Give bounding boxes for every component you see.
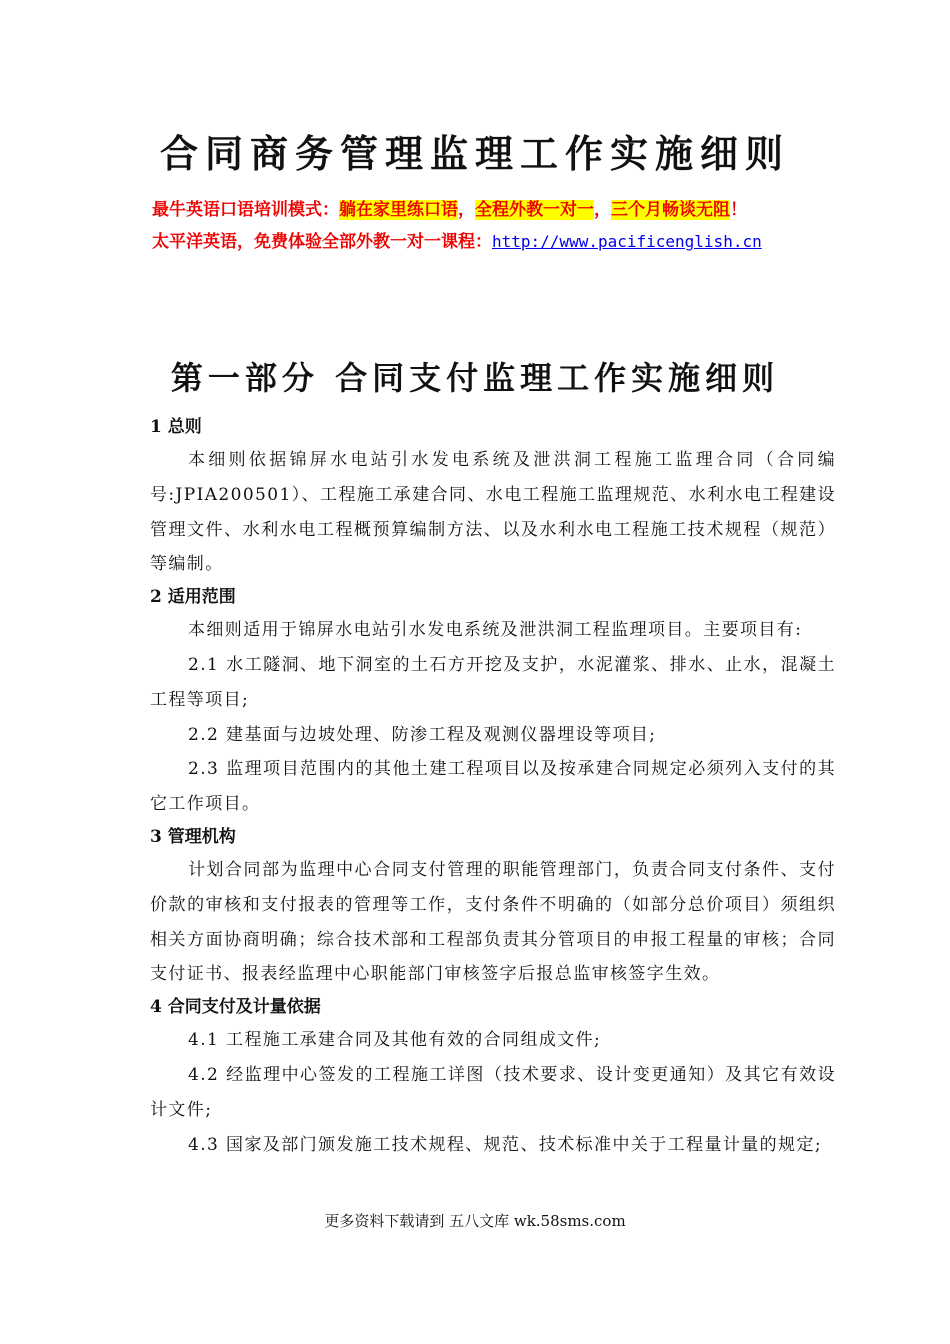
paragraph: 4.1 工程施工承建合同及其他有效的合同组成文件; — [188, 1030, 602, 1051]
paragraph: 2.2 建基面与边坡处理、防渗工程及观测仪器埋设等项目; — [188, 724, 657, 745]
promo-highlight-3: 三个月畅谈无阻 — [611, 200, 730, 220]
heading-general: 1 总则 — [150, 417, 202, 437]
document-body — [150, 412, 836, 1162]
paragraph: 4.3 国家及部门颁发施工技术规程、规范、技术标准中关于工程量计量的规定; — [188, 1134, 822, 1155]
promo-prefix: 最牛英语口语培训模式： — [152, 200, 339, 220]
page-footer: 更多资料下载请到 五八文库 wk.58sms.com — [324, 1212, 626, 1230]
promo-link[interactable]: http://www.pacificenglish.cn — [492, 232, 762, 251]
heading-payment-basis: 4 合同支付及计量依据 — [150, 997, 321, 1018]
paragraph: 本细则适用于锦屏水电站引水发电系统及泄洪洞工程监理项目。主要项目有: — [188, 620, 803, 641]
promo-line-1 — [152, 197, 747, 223]
heading-scope: 2 适用范围 — [150, 587, 236, 608]
promo-end: ！ — [730, 200, 747, 220]
promo-separator-2: ， — [594, 200, 611, 220]
paragraph: 4.2 经监理中心签发的工程施工详图（技术要求、设计变更通知）及其它有效设计文件; — [150, 1064, 836, 1120]
paragraph: 本细则依据锦屏水电站引水发电系统及泄洪洞工程施工监理合同（合同编号:JPIA200501）、工程施工承建合同、水电工程施工监理规范、水利水电工程建设管理文件、水利水电工程概预算编制方法、以及水利水电工程施工技术规程（规范）等编制。 — [150, 450, 836, 575]
paragraph: 计划合同部为监理中心合同支付管理的职能管理部门，负责合同支付条件、支付价款的审核和支付报表的管理等工作，支付条件不明确的（如部分总价项目）须组织相关方面协商明确；综合技术部和工程部负责其分管项目的申报工程量的审核；合同支付证书、报表经监理中心职能部门审核签字后报总监审核签字生效。 — [150, 859, 836, 985]
promo-separator: ， — [458, 200, 475, 220]
paragraph: 2.3 监理项目范围内的其他土建工程项目以及按承建合同规定必须列入支付的其它工作项目。 — [150, 759, 836, 815]
heading-organization: 3 管理机构 — [150, 826, 236, 847]
promo-line-2 — [152, 229, 762, 255]
section-title: 第一部分 合同支付监理工作实施细则 — [170, 359, 780, 397]
paragraph: 2.1 水工隧洞、地下洞室的土石方开挖及支护，水泥灌浆、排水、止水，混凝土工程等项目; — [150, 654, 836, 710]
document-title: 合同商务管理监理工作实施细则 — [159, 131, 790, 176]
promo-highlight-2: 全程外教一对一 — [475, 200, 594, 220]
promo-highlight-1: 躺在家里练口语 — [339, 200, 458, 220]
promo-line2-prefix: 太平洋英语，免费体验全部外教一对一课程： — [152, 232, 492, 252]
